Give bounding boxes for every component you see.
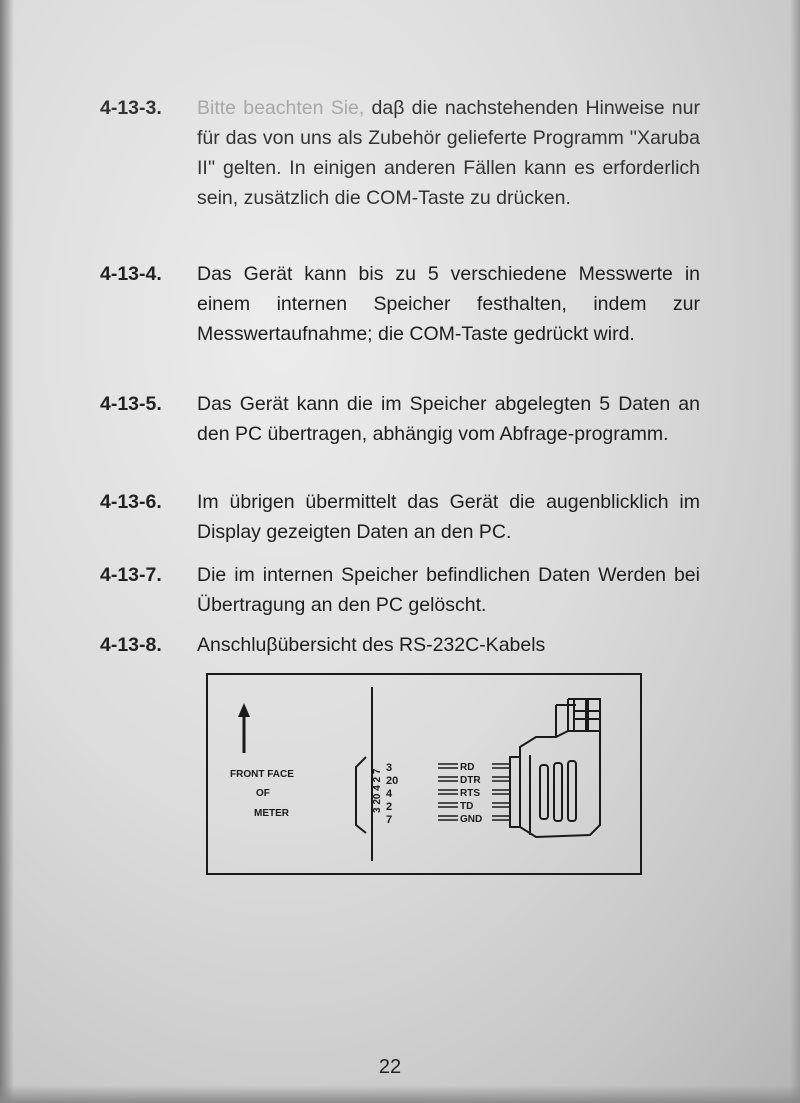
page-fold-shadow [0,0,14,1103]
section-4-13-3 [100,93,700,213]
signal-label: TD [460,801,474,812]
section-4-13-4 [100,259,700,349]
pin-number: 4 [386,788,393,800]
section-number: 4-13-4. [100,263,162,285]
section-text: Anschluβübersicht des RS-232C-Kabels [197,634,546,656]
section-4-13-5 [100,389,700,449]
section-number: 4-13-5. [100,393,162,415]
meter-socket-outline [356,757,366,833]
db25-connector-icon [510,699,600,837]
section-text: Im übrigen übermittelt das Gerät die augenblicklich im Display gezeigten Daten an den PC. [197,491,700,543]
washed-out-text: Bitte beachten Sie, [197,97,365,119]
signal-label: DTR [460,775,481,786]
pin-number: 3 [386,762,393,774]
page-number: 22 [378,1056,402,1078]
rotated-pin-numbers: 3 20 4 2 7 [372,768,383,813]
section-text: Das Gerät kann die im Speicher abgelegten 5 Daten an den PC übertragen, abhängig vom Abfrage-programm. [197,393,700,445]
section-text-body: daβ die nachstehenden Hinweise nur für das von uns als Zubehör gelieferte Programm ''Xaruba II'' gelten. In einigen anderen Fällen kann es erforderlich sein, zusätzlich die COM-Taste zu drücken. [197,97,700,209]
front-face-label: FRONT FACE [230,769,294,780]
up-arrow-icon [238,703,250,717]
section-4-13-6 [100,487,700,547]
of-label: OF [256,788,270,799]
section-number: 4-13-6. [100,491,162,513]
meter-label: METER [254,808,289,819]
section-number: 4-13-7. [100,564,162,586]
section-number: 4-13-8. [100,634,162,656]
page-bottom-edge [0,1085,800,1103]
section-text: Die im internen Speicher befindlichen Daten Werden bei Übertragung an den PC gelöscht. [197,564,700,616]
section-text [197,93,700,213]
signal-label: RD [460,762,475,773]
pin-number: 2 [386,801,393,813]
signal-label: RTS [460,788,480,799]
rs232c-cable-diagram [206,673,642,875]
pin-number: 7 [386,814,393,826]
section-number: 4-13-3. [100,97,162,119]
section-4-13-8 [100,630,700,660]
signal-label: GND [460,814,483,825]
pin-number: 20 [386,775,399,787]
section-4-13-7 [100,560,700,620]
page-right-edge [790,0,800,1103]
section-text: Das Gerät kann bis zu 5 verschiedene Messwerte in einem internen Speicher festhalten, indem zur Messwertaufnahme; die COM-Taste gedrückt wird. [197,263,700,345]
cable-diagram-drawing [208,675,640,873]
